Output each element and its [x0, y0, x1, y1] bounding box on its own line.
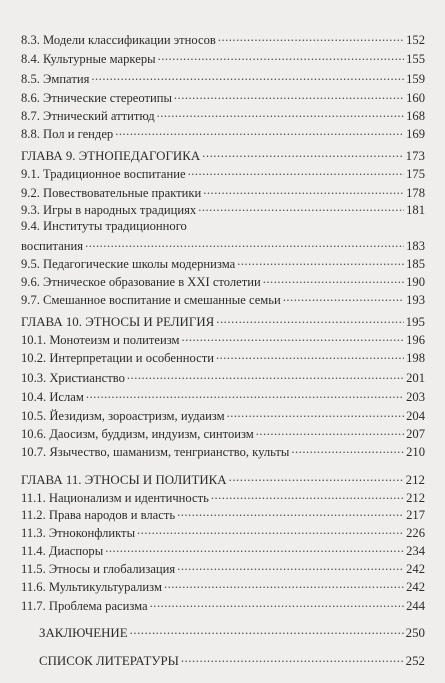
leader-dots — [211, 488, 404, 502]
toc-entry — [21, 505, 425, 522]
toc-entry-label: 8.6. Этнические стереотипы — [21, 91, 172, 105]
toc-entry — [21, 183, 425, 200]
toc-entry-page: 207 — [406, 427, 425, 441]
leader-dots — [130, 623, 404, 637]
toc-chapter-heading — [21, 146, 425, 163]
toc-chapter-heading — [21, 470, 425, 487]
toc-entry-label: 11.6. Мультикультурализм — [21, 580, 162, 594]
toc-entry-page: 168 — [406, 109, 425, 123]
toc-entry-label: 10.4. Ислам — [21, 390, 84, 404]
toc-entry-label: 8.4. Культурные маркеры — [21, 52, 156, 66]
toc-chapter-heading — [21, 312, 425, 329]
leader-dots — [158, 49, 405, 63]
toc-entry — [21, 488, 425, 505]
toc-entry-label: 8.7. Этнический аттитюд — [21, 109, 155, 123]
toc-entry-label: 11.7. Проблема расизма — [21, 599, 148, 613]
toc-entry-page: 212 — [406, 491, 425, 505]
toc-entry — [21, 523, 425, 540]
toc-entry-label: 9.4. Институты традиционного — [21, 219, 187, 233]
toc-entry-label: 9.5. Педагогические школы модернизма — [21, 257, 236, 271]
toc-entry — [21, 577, 425, 594]
toc-entry-page: 242 — [406, 580, 425, 594]
toc-entry — [21, 200, 425, 217]
toc-entry — [21, 88, 425, 105]
toc-entry-page: 173 — [405, 149, 425, 163]
toc-entry-label: 8.5. Эмпатия — [21, 72, 90, 86]
toc-entry-page: 203 — [406, 390, 425, 404]
toc-main-section — [39, 651, 425, 668]
toc-entry — [21, 406, 425, 423]
toc-entry-label: ЗАКЛЮЧЕНИЕ — [39, 626, 128, 640]
toc-entry-page: 204 — [406, 409, 425, 423]
toc-entry — [21, 124, 425, 141]
leader-dots — [137, 523, 404, 537]
leader-dots — [188, 164, 405, 178]
toc-entry-page: 217 — [406, 508, 425, 522]
toc-entry-label: 10.1. Монотеизм и политеизм — [21, 333, 180, 347]
toc-entry-page: 242 — [406, 562, 425, 576]
toc-entry-label: 9.1. Традиционное воспитание — [21, 167, 186, 181]
toc-entry-label: 8.3. Модели классификации этносов — [21, 33, 216, 47]
toc-entry-label: 9.6. Этническое образование в XXI столетии — [21, 275, 261, 289]
toc-entry-page: 181 — [406, 203, 425, 217]
toc-entry-label: 11.1. Национализм и идентичность — [21, 491, 209, 505]
toc-entry — [21, 236, 425, 253]
toc-entry-page: 159 — [406, 72, 425, 86]
leader-dots — [227, 406, 405, 420]
toc-entry-label: 11.3. Этноконфликты — [21, 526, 136, 540]
leader-dots — [182, 330, 405, 344]
toc-entry-label: ГЛАВА 10. ЭТНОСЫ И РЕЛИГИЯ — [21, 315, 215, 329]
toc-entry-page: 201 — [406, 371, 425, 385]
toc-entry — [21, 424, 425, 441]
toc-entry-label: ГЛАВА 11. ЭТНОСЫ И ПОЛИТИКА — [21, 473, 227, 487]
toc-entry — [21, 272, 425, 289]
toc-entry-page: 175 — [406, 167, 425, 181]
leader-dots — [283, 290, 404, 304]
toc-entry-label: 9.3. Игры в народных традициях — [21, 203, 197, 217]
toc-entry-page: 234 — [406, 544, 425, 558]
toc-entry-page: 196 — [406, 333, 425, 347]
toc-entry — [21, 541, 425, 558]
leader-dots — [150, 596, 404, 610]
toc-entry — [21, 49, 425, 66]
toc-entry — [21, 219, 425, 233]
toc-entry-page: 190 — [406, 275, 425, 289]
toc-entry-page: 210 — [406, 445, 425, 459]
toc-entry-label: 11.2. Права народов и власть — [21, 508, 176, 522]
toc-entry-label: ГЛАВА 9. ЭТНОПЕДАГОГИКА — [21, 149, 201, 163]
toc-main-section — [39, 623, 425, 640]
leader-dots — [115, 124, 404, 138]
toc-entry — [21, 254, 425, 271]
toc-entry-label: воспитания — [21, 239, 84, 253]
leader-dots — [291, 442, 404, 456]
leader-dots — [105, 541, 404, 555]
leader-dots — [91, 69, 404, 83]
toc-entry-page: 160 — [406, 91, 425, 105]
toc-entry-page: 226 — [406, 526, 425, 540]
leader-dots — [218, 30, 404, 44]
toc-entry — [21, 330, 425, 347]
toc-entry — [21, 348, 425, 365]
toc-entry-label: СПИСОК ЛИТЕРАТУРЫ — [39, 654, 179, 668]
leader-dots — [177, 559, 404, 573]
leader-dots — [216, 348, 404, 362]
leader-dots — [202, 146, 404, 160]
toc-entry-page: 169 — [406, 127, 425, 141]
toc-entry-page: 193 — [406, 293, 425, 307]
leader-dots — [86, 387, 404, 401]
toc-entry-page: 212 — [405, 473, 425, 487]
leader-dots — [198, 200, 404, 214]
toc-entry-page: 195 — [405, 315, 425, 329]
toc-entry — [21, 106, 425, 123]
toc-entry-page: 250 — [405, 626, 425, 640]
toc-entry-label: 10.2. Интерпретации и особенности — [21, 351, 214, 365]
leader-dots — [157, 106, 405, 120]
toc-entry — [21, 559, 425, 576]
leader-dots — [85, 236, 404, 250]
toc-entry — [21, 69, 425, 86]
toc-entry-label: 11.5. Этносы и глобализация — [21, 562, 176, 576]
toc-entry-page: 244 — [406, 599, 425, 613]
leader-dots — [181, 651, 404, 665]
leader-dots — [164, 577, 404, 591]
toc-entry-page: 152 — [406, 33, 425, 47]
toc-entry-label: 10.6. Даосизм, буддизм, индуизм, синтоизм — [21, 427, 254, 441]
toc-entry-label: 9.7. Смешанное воспитание и смешанные семьи — [21, 293, 281, 307]
leader-dots — [263, 272, 404, 286]
toc-entry-label: 9.2. Повествовательные практики — [21, 186, 202, 200]
leader-dots — [237, 254, 404, 268]
toc-entry-page: 252 — [405, 654, 425, 668]
toc-entry-page: 198 — [406, 351, 425, 365]
toc-entry-label: 8.8. Пол и гендер — [21, 127, 114, 141]
toc-entry-label: 10.3. Христианство — [21, 371, 125, 385]
leader-dots — [203, 183, 404, 197]
toc-entry — [21, 368, 425, 385]
toc-entry — [21, 30, 425, 47]
toc-entry-page: 185 — [406, 257, 425, 271]
toc-entry — [21, 290, 425, 307]
toc-entry-page: 155 — [406, 52, 425, 66]
toc-entry-page: 178 — [406, 186, 425, 200]
toc-entry-label: 10.5. Йезидизм, зороастризм, иудаизм — [21, 409, 225, 423]
leader-dots — [216, 312, 403, 326]
leader-dots — [229, 470, 404, 484]
toc-entry — [21, 442, 425, 459]
toc-entry — [21, 164, 425, 181]
leader-dots — [127, 368, 404, 382]
toc-entry-label: 11.4. Диаспоры — [21, 544, 104, 558]
leader-dots — [174, 88, 404, 102]
leader-dots — [177, 505, 404, 519]
toc-entry — [21, 596, 425, 613]
leader-dots — [256, 424, 404, 438]
toc-entry-page: 183 — [406, 239, 425, 253]
toc-entry-label: 10.7. Язычество, шаманизм, тенгрианство, культы — [21, 445, 290, 459]
toc-entry — [21, 387, 425, 404]
